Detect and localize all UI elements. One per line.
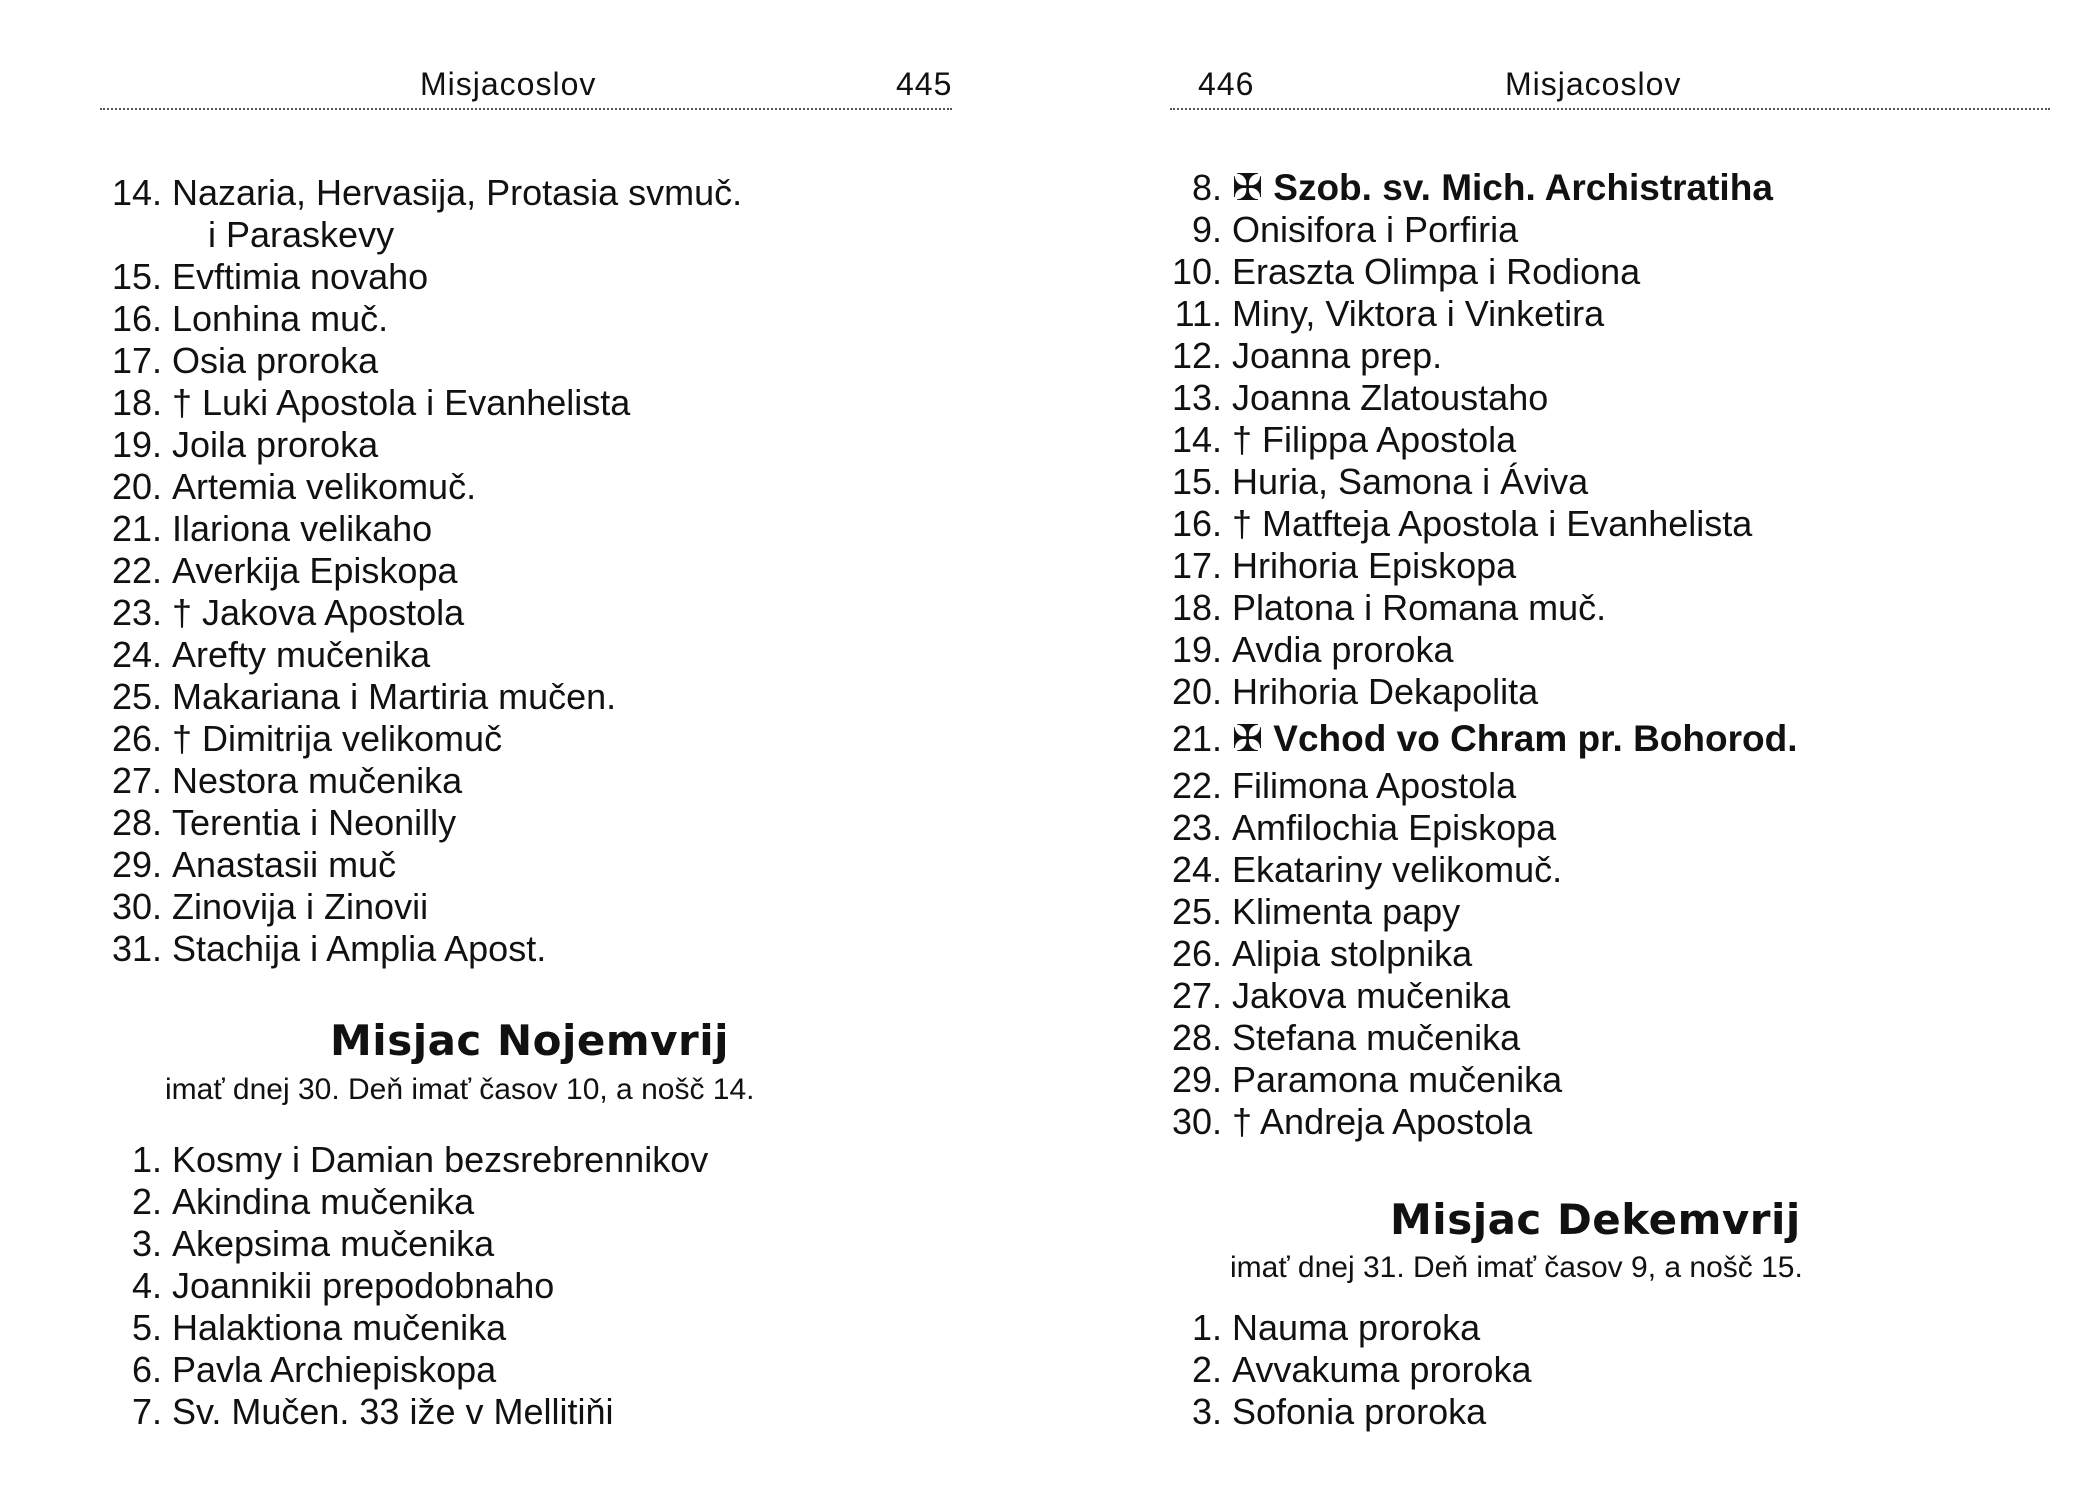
header-rule	[100, 108, 952, 110]
list-item	[100, 298, 394, 340]
saint-name: Eraszta Olimpa i Rodiona	[1232, 251, 1641, 292]
saint-name: Hrihoria Dekapolita	[1232, 671, 1539, 712]
list-item	[100, 466, 477, 508]
day-number: 18.	[1171, 587, 1222, 628]
list-item	[100, 802, 457, 844]
month-heading: Misjac Nojemvrij	[330, 1016, 729, 1065]
saint-name: Terentia i Neonilly	[172, 802, 457, 843]
list-item	[100, 592, 465, 634]
saint-name: Osia proroka	[172, 340, 379, 381]
day-number: 5.	[131, 1307, 162, 1348]
list-item	[100, 382, 631, 424]
day-number: 27.	[1171, 975, 1222, 1016]
list-item	[100, 508, 433, 550]
saint-name: Nazaria, Hervasija, Protasia svmuč.	[172, 172, 743, 213]
saint-name: Lonhina muč.	[172, 298, 389, 339]
day-number: 11.	[1174, 293, 1222, 334]
saint-name: Anastasii muč	[172, 844, 397, 885]
saint-name: Arefty mučenika	[172, 634, 431, 675]
running-title: Misjacoslov	[1505, 66, 1682, 102]
saint-name: Joanna Zlatoustaho	[1232, 377, 1549, 418]
day-number: 17.	[111, 340, 162, 381]
list-item	[100, 256, 429, 298]
page-number: 445	[896, 66, 953, 102]
saint-name: Huria, Samona i Áviva	[1232, 461, 1589, 502]
saint-name: Halaktiona mučenika	[172, 1307, 507, 1348]
header-rule	[1170, 108, 2050, 110]
day-number: 1.	[131, 1139, 162, 1180]
day-number: 2.	[1191, 1349, 1222, 1390]
list-item	[100, 760, 463, 802]
saint-name: Alipia stolpnika	[1232, 933, 1473, 974]
day-number: 17.	[1171, 545, 1222, 586]
saint-name: Platona i Romana muč.	[1232, 587, 1607, 628]
day-number: 15.	[1171, 461, 1222, 502]
saint-name: Hrihoria Episkopa	[1232, 545, 1517, 586]
day-number: 23.	[111, 592, 162, 633]
list-item	[100, 340, 394, 382]
list-item	[100, 886, 429, 928]
day-number: 9.	[1191, 209, 1222, 250]
feast-name: ✠ Vchod vo Chram pr. Bohorod.	[1232, 718, 1798, 759]
day-number: 28.	[1171, 1017, 1222, 1058]
day-number: 15.	[111, 256, 162, 297]
saint-name: Avdia proroka	[1232, 629, 1454, 670]
saint-name: Ilariona velikaho	[172, 508, 433, 549]
day-number: 27.	[111, 760, 162, 801]
day-number: 30.	[111, 886, 162, 927]
day-number: 22.	[111, 550, 162, 591]
saint-name: Averkija Episkopa	[172, 550, 458, 591]
saint-name: Joila proroka	[172, 424, 379, 465]
saint-name: † Filippa Apostola	[1232, 419, 1517, 460]
saint-name: Akindina mučenika	[172, 1181, 475, 1222]
list-item	[100, 634, 431, 676]
feast-name: ✠ Szob. sv. Mich. Archistratiha	[1232, 167, 1773, 208]
day-number: 19.	[1171, 629, 1222, 670]
saint-name: Avvakuma proroka	[1232, 1349, 1532, 1390]
list-item	[100, 550, 458, 592]
day-number: 30.	[1171, 1101, 1222, 1142]
month-info: imať dnej 30. Deň imať časov 10, a nošč 14.	[165, 1073, 755, 1106]
running-header	[100, 66, 953, 106]
day-number: 20.	[1171, 671, 1222, 712]
day-number: 2.	[131, 1181, 162, 1222]
saint-name: Joannikii prepodobnaho	[172, 1265, 555, 1306]
day-number: 13.	[1171, 377, 1222, 418]
left-page	[0, 0, 1030, 1500]
saint-name: Stachija i Amplia Apost.	[172, 928, 547, 969]
day-number: 1.	[1191, 1307, 1222, 1348]
day-number: 10.	[1171, 251, 1222, 292]
day-number: 24.	[111, 634, 162, 675]
day-number: 16.	[1171, 503, 1222, 544]
page-number: 446	[1198, 66, 1255, 102]
day-number: 14.	[1171, 419, 1222, 460]
day-number: 19.	[111, 424, 162, 465]
saint-name: Pavla Archiepiskopa	[172, 1349, 497, 1390]
saint-name: Artemia velikomuč.	[172, 466, 477, 507]
saint-name: Nestora mučenika	[172, 760, 463, 801]
saint-name: † Jakova Apostola	[172, 592, 465, 633]
saint-name: † Dimitrija velikomuč	[172, 718, 503, 759]
saint-name: Stefana mučenika	[1232, 1017, 1521, 1058]
saint-name: Kosmy i Damian bezsrebrennikov	[172, 1139, 709, 1180]
day-number: 16.	[111, 298, 162, 339]
list-item	[100, 676, 617, 718]
month-heading: Misjac Dekemvrij	[1390, 1195, 1801, 1244]
saint-name: Klimenta papy	[1232, 891, 1461, 932]
saint-name: Nauma proroka	[1232, 1307, 1481, 1348]
day-number: 21.	[1171, 718, 1222, 759]
saint-name: Filimona Apostola	[1232, 765, 1517, 806]
saint-name: Akepsima mučenika	[172, 1223, 495, 1264]
day-number: 25.	[1171, 891, 1222, 932]
list-item	[100, 718, 503, 760]
day-number: 8.	[1191, 167, 1222, 208]
day-number: 4.	[131, 1265, 162, 1306]
saint-name: Ekatariny velikomuč.	[1232, 849, 1563, 890]
saint-name: Zinovija i Zinovii	[172, 886, 429, 927]
day-number: 25.	[111, 676, 162, 717]
saint-name: Sofonia proroka	[1232, 1391, 1487, 1432]
day-number: 6.	[131, 1349, 162, 1390]
saint-name: Paramona mučenika	[1232, 1059, 1563, 1100]
day-number: 24.	[1171, 849, 1222, 890]
right-page	[1040, 0, 2076, 1500]
day-number: 31.	[111, 928, 162, 969]
saint-name: Miny, Viktora i Vinketira	[1232, 293, 1605, 334]
day-number: 26.	[111, 718, 162, 759]
day-number: 29.	[1171, 1059, 1222, 1100]
saint-name: Joanna prep.	[1232, 335, 1443, 376]
running-header	[1160, 66, 2050, 106]
day-number: 12.	[1171, 335, 1222, 376]
day-number: 3.	[131, 1223, 162, 1264]
month-info: imať dnej 31. Deň imať časov 9, a nošč 15.	[1230, 1251, 1803, 1284]
saint-name: Onisifora i Porfiria	[1232, 209, 1519, 250]
list-item	[100, 844, 397, 886]
saint-name: Jakova mučenika	[1232, 975, 1511, 1016]
saint-name: † Matfteja Apostola i Evanhelista	[1232, 503, 1753, 544]
saint-name: Evftimia novaho	[172, 256, 429, 297]
saint-name: Makariana i Martiria mučen.	[172, 676, 617, 717]
day-number: 18.	[111, 382, 162, 423]
day-number: 29.	[111, 844, 162, 885]
day-number: 7.	[131, 1391, 162, 1432]
day-number: 21.	[111, 508, 162, 549]
running-title: Misjacoslov	[420, 66, 597, 102]
saints-list	[100, 172, 743, 970]
day-number: 22.	[1171, 765, 1222, 806]
saint-name: † Andreja Apostola	[1232, 1101, 1533, 1142]
saint-name: Amfilochia Episkopa	[1232, 807, 1557, 848]
saint-name: Sv. Mučen. 33 iže v Mellitiňi	[172, 1391, 614, 1432]
day-number: 23.	[1171, 807, 1222, 848]
day-number: 14.	[111, 172, 162, 213]
list-item-continuation: i Paraskevy	[208, 214, 395, 255]
list-item	[100, 172, 743, 214]
day-number: 28.	[111, 802, 162, 843]
day-number: 3.	[1191, 1391, 1222, 1432]
saint-name: † Luki Apostola i Evanhelista	[172, 382, 631, 423]
day-number: 20.	[111, 466, 162, 507]
list-item	[100, 928, 547, 970]
day-number: 26.	[1171, 933, 1222, 974]
list-item	[100, 424, 394, 466]
